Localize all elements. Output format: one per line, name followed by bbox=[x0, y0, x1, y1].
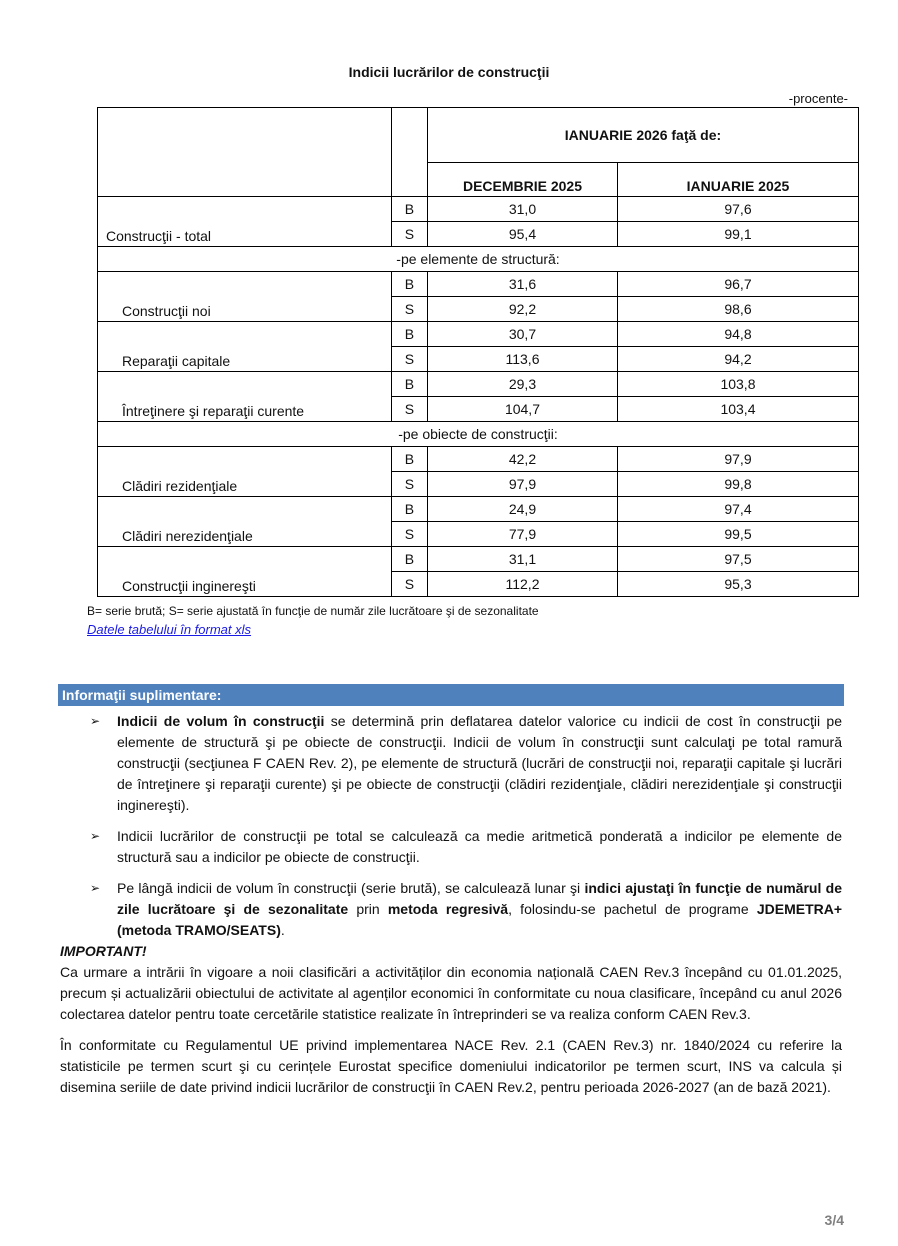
table-footnote: B= serie brută; S= serie ajustată în funcţie de număr zile lucrătoare şi de sezonalitate bbox=[87, 604, 539, 618]
series-code: B bbox=[391, 197, 427, 222]
bullet-text: se determină prin deflatarea datelor valorice cu indicii de cost în construcţii pe elemente de structură şi pe obiecte de construcţii. Indicii de volum în construcţii sunt calculaţi pe total ramură construcţii (secţiunea F CAEN Rev. 2), pe elemente de structură (lucrări de construcţii noi, reparaţii capitale şi lucrări de întreţinere şi reparaţii curente) şi pe obiecte de construcţii (clădiri rezidenţiale, clădiri nerezidenţiale şi construcţii inginereşti). bbox=[117, 713, 842, 813]
row-label: Reparaţii capitale bbox=[98, 322, 392, 372]
row-label: Construcţii inginereşti bbox=[98, 547, 392, 597]
value-cell: 92,2 bbox=[428, 297, 618, 322]
value-cell: 29,3 bbox=[428, 372, 618, 397]
value-cell: 97,6 bbox=[617, 197, 858, 222]
arrow-bullet-icon: ➢ bbox=[90, 714, 101, 728]
value-cell: 96,7 bbox=[617, 272, 858, 297]
section-header: -pe obiecte de construcţii: bbox=[98, 422, 859, 447]
series-code: B bbox=[391, 322, 427, 347]
series-code: S bbox=[391, 397, 427, 422]
series-code: B bbox=[391, 372, 427, 397]
value-cell: 42,2 bbox=[428, 447, 618, 472]
table-title: Indicii lucrărilor de construcţii bbox=[348, 64, 550, 80]
value-cell: 97,4 bbox=[617, 497, 858, 522]
bold-term: metoda regresivă bbox=[387, 901, 509, 917]
table-row bbox=[98, 322, 859, 347]
section-header: -pe elemente de structură: bbox=[98, 247, 859, 272]
info-bullet-list bbox=[90, 711, 842, 951]
table-row bbox=[98, 197, 859, 222]
value-cell: 104,7 bbox=[428, 397, 618, 422]
series-code: B bbox=[391, 497, 427, 522]
series-code: S bbox=[391, 347, 427, 372]
list-item bbox=[90, 878, 842, 941]
list-item bbox=[90, 711, 842, 816]
unit-label: -procente- bbox=[788, 91, 848, 106]
table-row bbox=[98, 547, 859, 572]
table-row bbox=[98, 497, 859, 522]
series-code: B bbox=[391, 272, 427, 297]
row-label: Întreţinere şi reparaţii curente bbox=[98, 372, 392, 422]
important-notice bbox=[60, 941, 842, 1108]
header-group: IANUARIE 2026 faţă de: bbox=[428, 108, 859, 163]
important-title: IMPORTANT! bbox=[60, 943, 147, 959]
important-paragraph-2: În conformitate cu Regulamentul UE privind implementarea NACE Rev. 2.1 (CAEN Rev.3) nr. 1840/2024 cu referire la statisticile pe termen scurt şi cu cerințele Eurostat specifice domeniului indicatorilor pe termen scurt, INS va calcula și disemina seriile de date privind indicii lucrărilor de construcţii în CAEN Rev.2, pentru perioada 2026-2027 (an de bază 2021). bbox=[60, 1037, 842, 1095]
value-cell: 99,1 bbox=[617, 222, 858, 247]
value-cell: 113,6 bbox=[428, 347, 618, 372]
value-cell: 97,9 bbox=[428, 472, 618, 497]
value-cell: 99,8 bbox=[617, 472, 858, 497]
bullet-text: Indicii lucrărilor de construcţii pe total se calculează ca medie aritmetică ponderată a indicilor pe elemente de structură sau a indicilor pe obiecte de construcţii. bbox=[117, 828, 842, 865]
arrow-bullet-icon: ➢ bbox=[90, 881, 101, 895]
value-cell: 31,0 bbox=[428, 197, 618, 222]
series-code: B bbox=[391, 447, 427, 472]
series-code: B bbox=[391, 547, 427, 572]
value-cell: 24,9 bbox=[428, 497, 618, 522]
series-code: S bbox=[391, 472, 427, 497]
bold-term: JDEMETRA+ (metoda TRAMO/SEATS) bbox=[117, 901, 843, 938]
header-series-cell bbox=[391, 108, 427, 197]
value-cell: 95,3 bbox=[617, 572, 858, 597]
series-code: S bbox=[391, 222, 427, 247]
column-header-jan-2025: IANUARIE 2025 bbox=[617, 163, 858, 197]
bullet-text: , folosindu-se pachetul de programe bbox=[508, 901, 757, 917]
table-row bbox=[98, 447, 859, 472]
value-cell: 31,6 bbox=[428, 272, 618, 297]
value-cell: 94,2 bbox=[617, 347, 858, 372]
value-cell: 103,4 bbox=[617, 397, 858, 422]
row-label: Construcţii noi bbox=[98, 272, 392, 322]
value-cell: 99,5 bbox=[617, 522, 858, 547]
value-cell: 31,1 bbox=[428, 547, 618, 572]
series-code: S bbox=[391, 522, 427, 547]
value-cell: 95,4 bbox=[428, 222, 618, 247]
value-cell: 98,6 bbox=[617, 297, 858, 322]
row-label: Clădiri nerezidenţiale bbox=[98, 497, 392, 547]
bold-term: indici ajustaţi în funcţie de numărul de zile lucrătoare şi de sezonalitate bbox=[117, 880, 842, 917]
value-cell: 97,9 bbox=[617, 447, 858, 472]
important-paragraph-1: Ca urmare a intrării în vigoare a noii clasificări a activităților din economia națională CAEN Rev.3 începând cu 01.01.2025, precum și actualizării obiectului de activitate al agenților economici în conformitate cu noua clasificare, începând cu anul 2026 colectarea datelor pentru toate cercetările statistice realizate în întreprinderi se va realiza conform CAEN Rev.3. bbox=[60, 964, 842, 1022]
construction-indices-table bbox=[97, 107, 859, 597]
list-item bbox=[90, 826, 842, 868]
bold-term: Indicii de volum în construcţii bbox=[117, 713, 325, 729]
header-empty-cell bbox=[98, 108, 392, 197]
value-cell: 94,8 bbox=[617, 322, 858, 347]
bullet-text: prin bbox=[348, 901, 388, 917]
table-row bbox=[98, 272, 859, 297]
xls-download-link[interactable]: Datele tabelului în format xls bbox=[87, 622, 252, 637]
series-code: S bbox=[391, 297, 427, 322]
value-cell: 103,8 bbox=[617, 372, 858, 397]
bullet-text: . bbox=[280, 922, 285, 938]
row-label: Clădiri rezidenţiale bbox=[98, 447, 392, 497]
value-cell: 30,7 bbox=[428, 322, 618, 347]
row-label: Construcţii - total bbox=[98, 197, 392, 247]
table-row bbox=[98, 372, 859, 397]
column-header-dec-2025: DECEMBRIE 2025 bbox=[428, 163, 618, 197]
section-heading-info: Informaţii suplimentare: bbox=[58, 684, 844, 706]
arrow-bullet-icon: ➢ bbox=[90, 829, 101, 843]
bullet-text: Pe lângă indicii de volum în construcţii (serie brută), se calculează lunar şi bbox=[117, 880, 585, 896]
value-cell: 77,9 bbox=[428, 522, 618, 547]
value-cell: 97,5 bbox=[617, 547, 858, 572]
series-code: S bbox=[391, 572, 427, 597]
value-cell: 112,2 bbox=[428, 572, 618, 597]
page-number: 3/4 bbox=[824, 1212, 844, 1228]
